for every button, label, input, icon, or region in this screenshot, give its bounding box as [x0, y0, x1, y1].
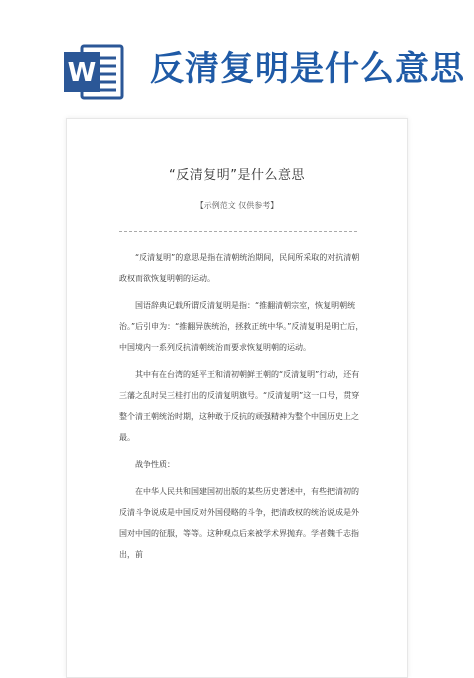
header-title: 反清复明是什么意思: [150, 49, 465, 89]
body-paragraph: 战争性质：: [135, 460, 175, 469]
body-paragraph: “反清复明”的意思是指在清朝统治期间，民间所采取的对抗清朝政权而欲恢复明朝的运动。: [119, 253, 360, 283]
word-doc-icon: [60, 38, 128, 106]
document-title: “反清复明”是什么意思: [169, 168, 305, 183]
dashed-divider: [119, 231, 357, 232]
body-paragraph: 其中有在台湾的延平王和清初朝鲜王朝的“反清复明”行动，还有三藩之乱时吴三桂打出的反清复明旗号。“反清复明”这一口号，贯穿整个清王朝统治时期，这种敢于反抗的顽强精神为整个中国历史上之最。: [119, 370, 360, 442]
document-body: [119, 247, 365, 571]
header-banner: [0, 0, 474, 118]
body-paragraph: 在中华人民共和国建国初出版的某些历史著述中，有些把清初的反清斗争说成是中国反对外国侵略的斗争，把清政权的统治说成是外国对中国的征服，等等。这种观点后来被学术界抛弃。学者魏千志指出，前: [119, 487, 359, 559]
document-page: [66, 118, 408, 678]
svg-text:W: W: [67, 58, 97, 88]
document-subtitle: 【示例范文 仅供参考】: [195, 201, 279, 210]
body-paragraph: 国语辞典记载所谓反清复明是指：“推翻清朝宗室，恢复明朝统治。”后引申为：“推翻异族统治，拯救正统中华。”反清复明是明亡后，中国境内一系列反抗清朝统治而要求恢复明朝的运动。: [119, 301, 364, 352]
